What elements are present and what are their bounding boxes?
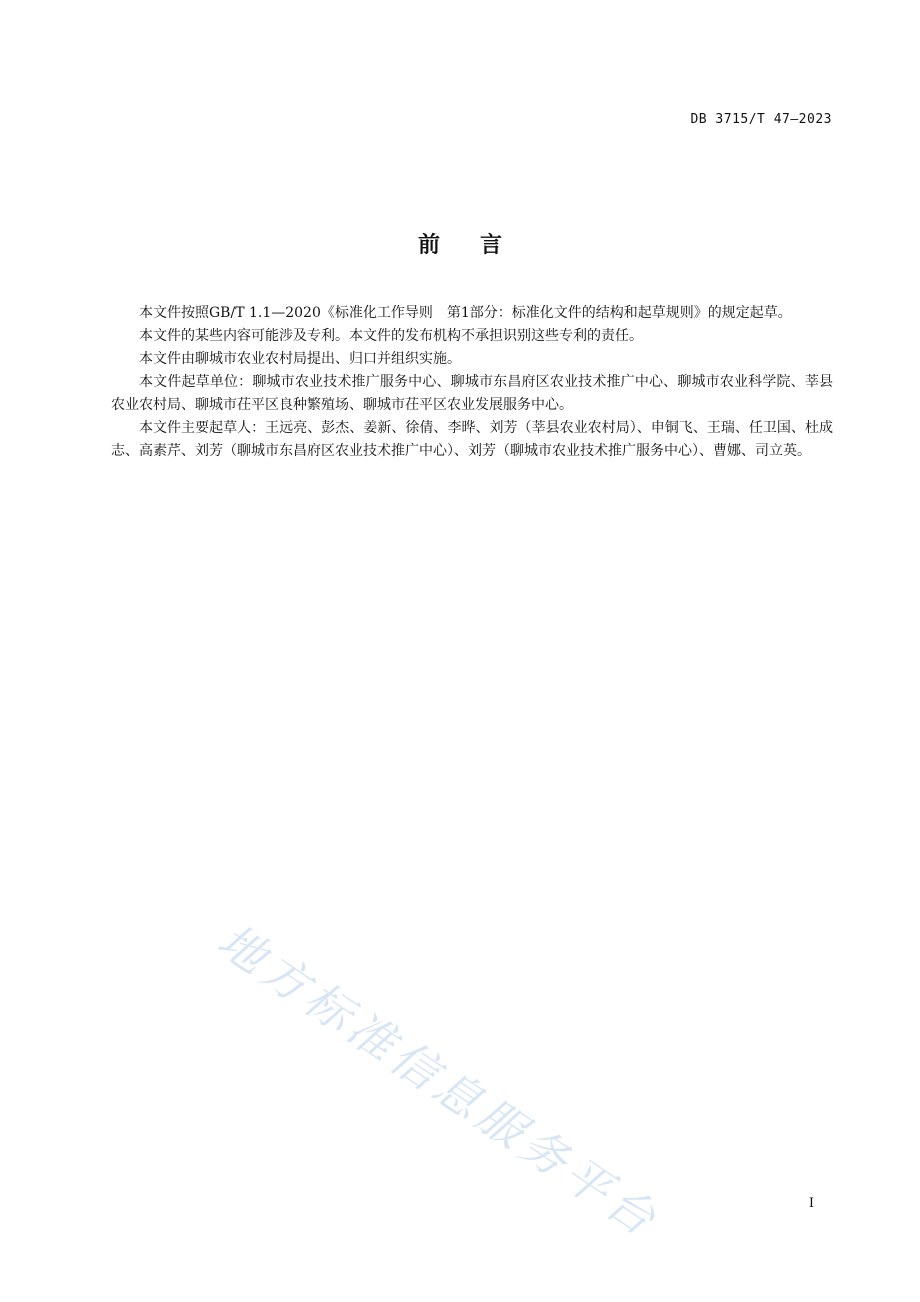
paragraph-proposer: 本文件由聊城市农业农村局提出、归口并组织实施。 xyxy=(139,351,461,367)
paragraph-patent-notice: 本文件的某些内容可能涉及专利。本文件的发布机构不承担识别这些专利的责任。 xyxy=(139,328,643,344)
watermark: 地方标准信息服务平台 xyxy=(208,913,670,1249)
paragraph-drafting-units: 本文件起草单位：聊城市农业技术推广服务中心、聊城市东昌府区农业技术推广中心、聊城市农业科学院、莘县农业农村局、聊城市茌平区良种繁殖场、聊城市茌平区农业发展服务中心。 xyxy=(111,374,833,413)
paragraph-drafting-basis: 本文件按照GB/T 1.1—2020《标准化工作导则 第1部分：标准化文件的结构和起草规则》的规定起草。 xyxy=(139,305,792,321)
page-number: I xyxy=(808,1196,814,1211)
foreword-body xyxy=(111,302,833,463)
document-code: DB 3715/T 47—2023 xyxy=(690,112,832,127)
page-title: 前言 xyxy=(417,233,542,258)
paragraph-main-drafters: 本文件主要起草人：王远亮、彭杰、姜新、徐倩、李晔、刘芳（莘县农业农村局）、申铜飞、王瑞、任卫国、杜成志、高素芹、刘芳（聊城市东昌府区农业技术推广中心）、刘芳（聊城市农业技术推广服务中心）、曹娜、司立英。 xyxy=(111,420,833,459)
